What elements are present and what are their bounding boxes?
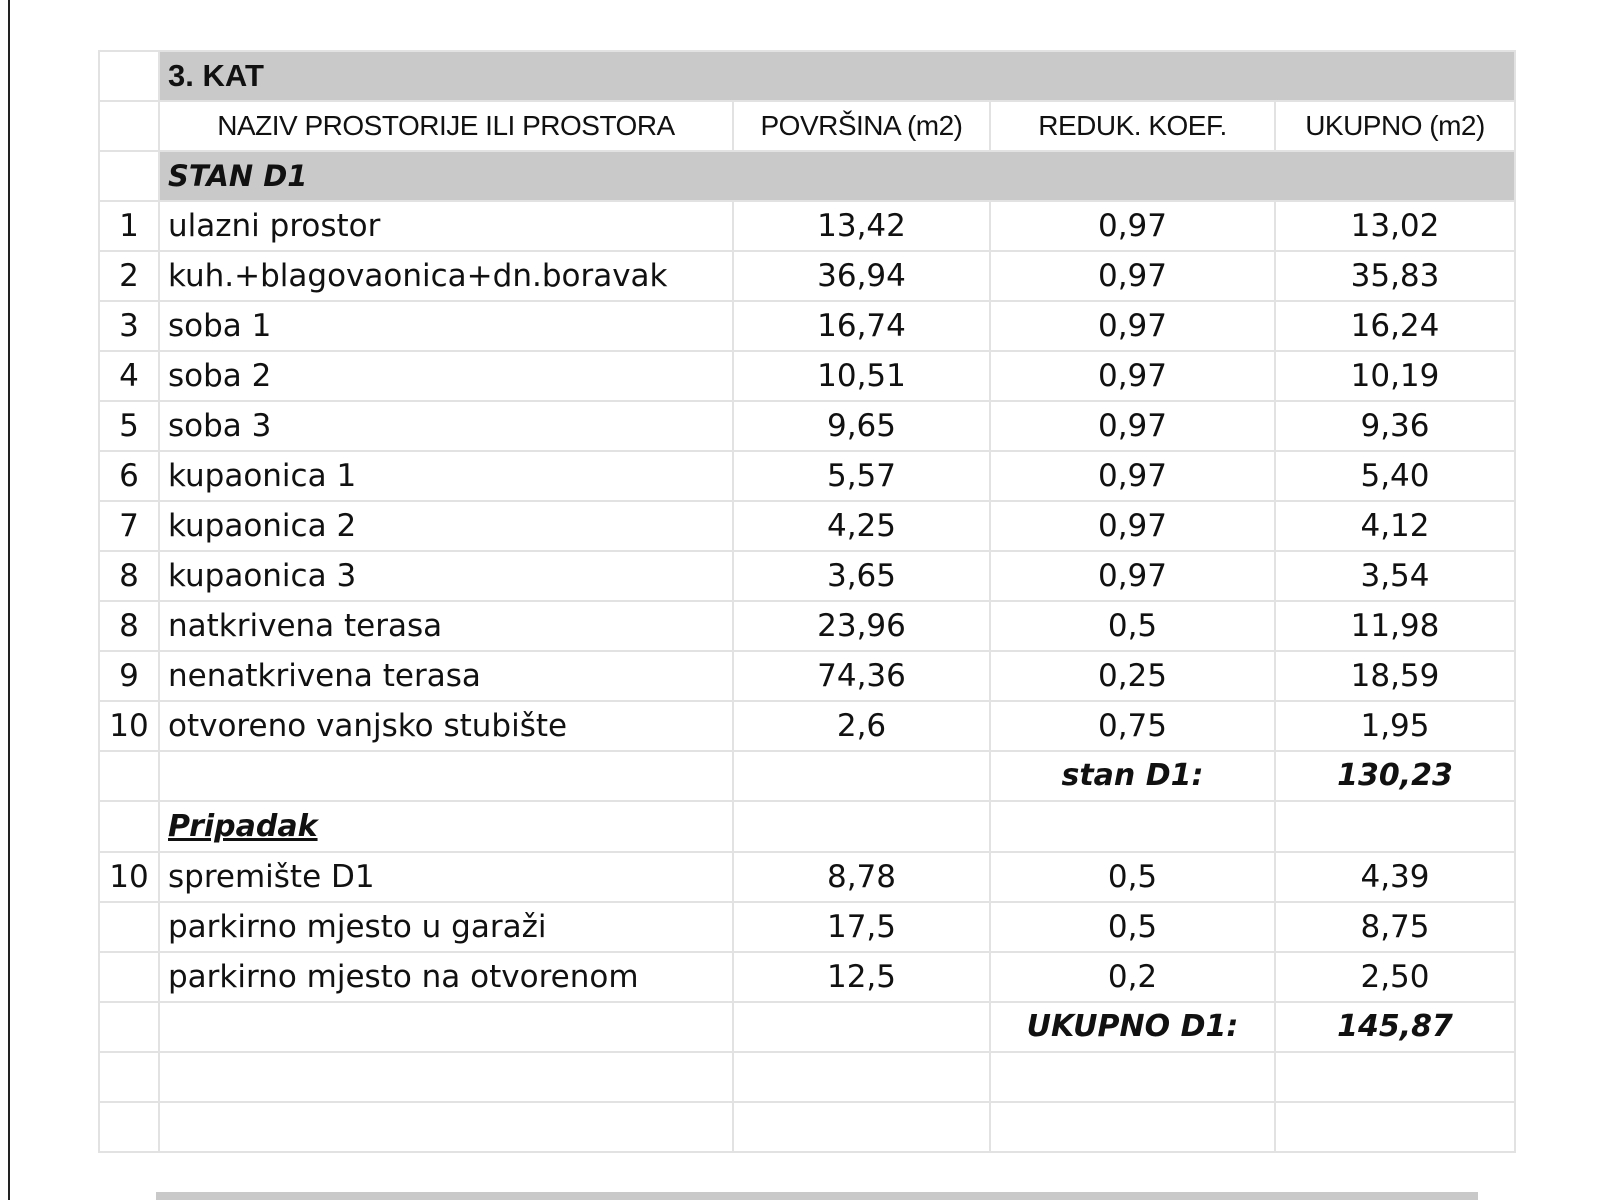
room-area: 13,42 [733, 201, 990, 251]
header-coef: REDUK. KOEF. [990, 101, 1275, 151]
reduction-coefficient: 0,2 [990, 952, 1275, 1002]
room-area: 74,36 [733, 651, 990, 701]
room-name: soba 2 [159, 351, 733, 401]
room-total: 11,98 [1275, 601, 1515, 651]
header-area: POVRŠINA (m2) [733, 101, 990, 151]
row-number [99, 902, 159, 952]
room-name: natkrivena terasa [159, 601, 733, 651]
area-table [98, 50, 1516, 1153]
row-number: 4 [99, 351, 159, 401]
row-number: 5 [99, 401, 159, 451]
reduction-coefficient: 0,75 [990, 701, 1275, 751]
table-row [99, 852, 1515, 902]
room-area: 2,6 [733, 701, 990, 751]
room-total: 35,83 [1275, 251, 1515, 301]
reduction-coefficient: 0,25 [990, 651, 1275, 701]
table-row [99, 351, 1515, 401]
header-total: UKUPNO (m2) [1275, 101, 1515, 151]
table-row [99, 301, 1515, 351]
room-total: 13,02 [1275, 201, 1515, 251]
grand-total-label: UKUPNO D1: [990, 1002, 1275, 1052]
bottom-band [156, 1192, 1478, 1200]
room-area: 5,57 [733, 451, 990, 501]
room-area: 17,5 [733, 902, 990, 952]
room-total: 1,95 [1275, 701, 1515, 751]
pripadak-row [99, 801, 1515, 852]
row-number: 8 [99, 551, 159, 601]
reduction-coefficient: 0,97 [990, 451, 1275, 501]
section-row [99, 151, 1515, 201]
table-row [99, 501, 1515, 551]
room-name: parkirno mjesto na otvorenom [159, 952, 733, 1002]
room-area: 23,96 [733, 601, 990, 651]
room-total: 4,39 [1275, 852, 1515, 902]
room-name: otvoreno vanjsko stubište [159, 701, 733, 751]
table-row [99, 251, 1515, 301]
room-total: 10,19 [1275, 351, 1515, 401]
table-row [99, 551, 1515, 601]
room-name: nenatkrivena terasa [159, 651, 733, 701]
reduction-coefficient: 0,97 [990, 501, 1275, 551]
room-total: 2,50 [1275, 952, 1515, 1002]
reduction-coefficient: 0,97 [990, 351, 1275, 401]
row-number: 1 [99, 201, 159, 251]
row-number: 9 [99, 651, 159, 701]
room-total: 9,36 [1275, 401, 1515, 451]
table-row [99, 701, 1515, 751]
reduction-coefficient: 0,97 [990, 201, 1275, 251]
room-name: kuh.+blagovaonica+dn.boravak [159, 251, 733, 301]
table-row [99, 201, 1515, 251]
room-area: 36,94 [733, 251, 990, 301]
grand-total-value: 145,87 [1275, 1002, 1515, 1052]
table-row [99, 952, 1515, 1002]
room-name: kupaonica 3 [159, 551, 733, 601]
row-number: 2 [99, 251, 159, 301]
room-area: 16,74 [733, 301, 990, 351]
row-number: 10 [99, 852, 159, 902]
reduction-coefficient: 0,5 [990, 902, 1275, 952]
reduction-coefficient: 0,5 [990, 852, 1275, 902]
room-area: 12,5 [733, 952, 990, 1002]
row-number: 6 [99, 451, 159, 501]
reduction-coefficient: 0,97 [990, 301, 1275, 351]
reduction-coefficient: 0,97 [990, 551, 1275, 601]
room-total: 3,54 [1275, 551, 1515, 601]
reduction-coefficient: 0,97 [990, 401, 1275, 451]
room-name: soba 1 [159, 301, 733, 351]
room-area: 8,78 [733, 852, 990, 902]
column-header-row [99, 101, 1515, 151]
floor-title: 3. KAT [159, 51, 1515, 101]
room-total: 16,24 [1275, 301, 1515, 351]
room-area: 3,65 [733, 551, 990, 601]
row-number: 8 [99, 601, 159, 651]
room-name: kupaonica 1 [159, 451, 733, 501]
room-total: 5,40 [1275, 451, 1515, 501]
room-name: spremište D1 [159, 852, 733, 902]
section-title: STAN D1 [159, 151, 1515, 201]
subtotal-label: stan D1: [990, 751, 1275, 801]
room-name: parkirno mjesto u garaži [159, 902, 733, 952]
room-area: 10,51 [733, 351, 990, 401]
row-number: 3 [99, 301, 159, 351]
floor-title-row [99, 51, 1515, 101]
room-name: soba 3 [159, 401, 733, 451]
row-number: 7 [99, 501, 159, 551]
subtotal-value: 130,23 [1275, 751, 1515, 801]
reduction-coefficient: 0,5 [990, 601, 1275, 651]
row-number [99, 952, 159, 1002]
reduction-coefficient: 0,97 [990, 251, 1275, 301]
room-area: 9,65 [733, 401, 990, 451]
room-name: ulazni prostor [159, 201, 733, 251]
room-total: 4,12 [1275, 501, 1515, 551]
room-area: 4,25 [733, 501, 990, 551]
table-row [99, 401, 1515, 451]
row-number: 10 [99, 701, 159, 751]
room-name: kupaonica 2 [159, 501, 733, 551]
header-name: NAZIV PROSTORIJE ILI PROSTORA [159, 101, 733, 151]
empty-row [99, 1052, 1515, 1102]
room-total: 8,75 [1275, 902, 1515, 952]
table-row [99, 451, 1515, 501]
subtotal-row [99, 751, 1515, 801]
page-left-border [8, 0, 10, 1200]
empty-row [99, 1102, 1515, 1152]
table-row [99, 601, 1515, 651]
table-row [99, 902, 1515, 952]
pripadak-label: Pripadak [168, 809, 318, 844]
table-row [99, 651, 1515, 701]
room-total: 18,59 [1275, 651, 1515, 701]
grand-total-row [99, 1002, 1515, 1052]
